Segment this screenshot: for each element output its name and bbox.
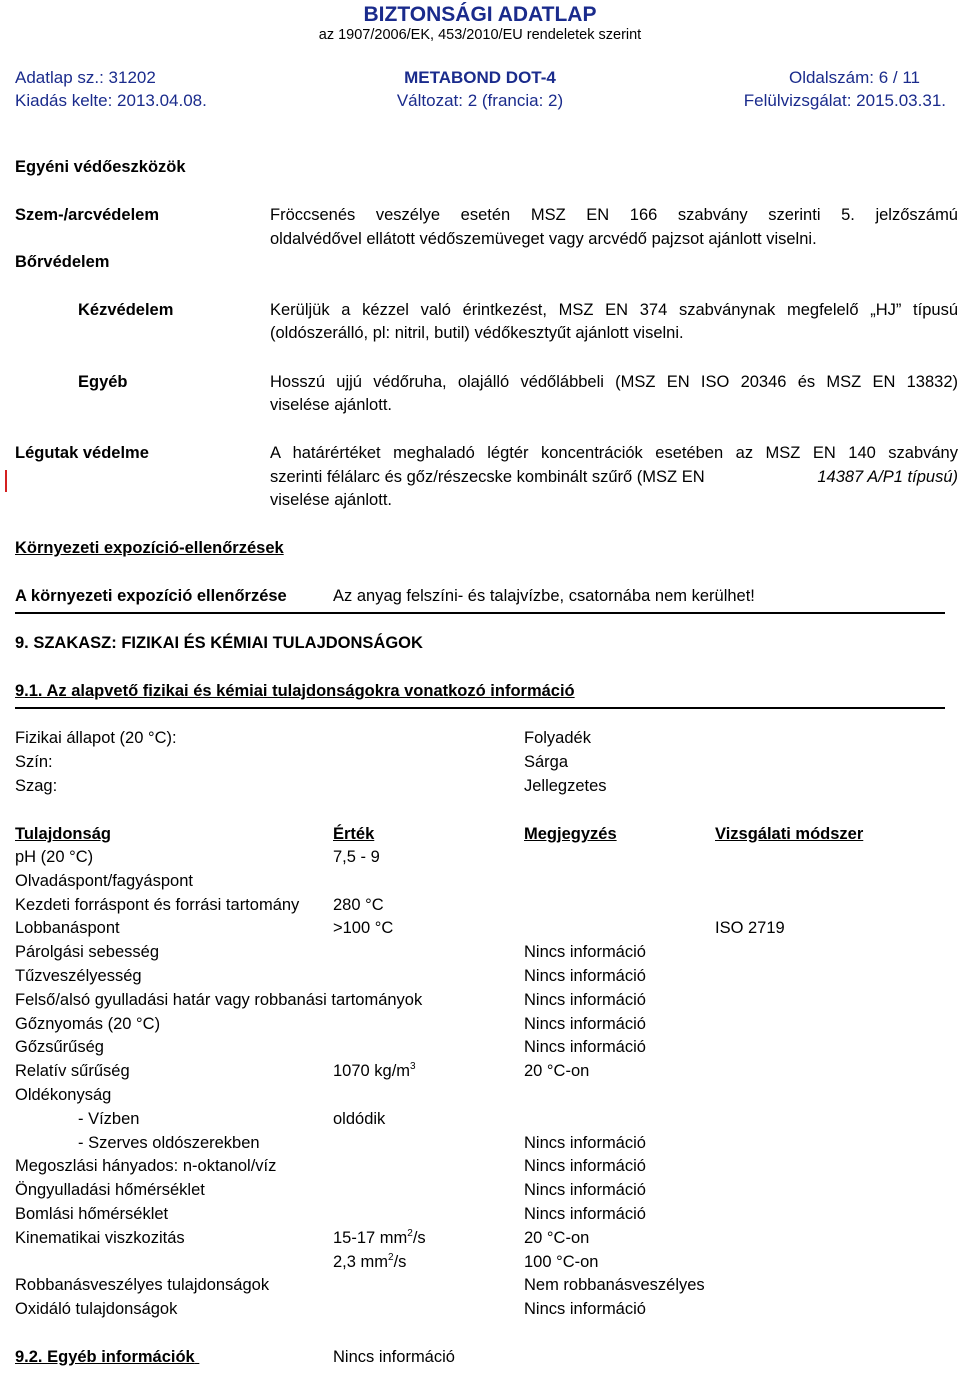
property-value	[333, 896, 384, 915]
section9-heading: 9. SZAKASZ: FIZIKAI ÉS KÉMIAI TULAJDONSÁGOK	[15, 634, 423, 652]
basic-property-label: Szín:	[15, 753, 53, 771]
property-remark: Nincs információ	[524, 1181, 646, 1199]
property-name: Tűzveszélyesség	[15, 967, 142, 985]
other-protection-text-line1: Hosszú ujjú védőruha, olajálló védőlábbeli (MSZ EN ISO 20346 és MSZ EN 13832)	[270, 373, 958, 391]
respiratory-protection-text-line2	[270, 468, 958, 487]
property-name: - Szerves oldószerekben	[78, 1134, 260, 1152]
property-name: pH (20 °C)	[15, 848, 94, 866]
document-title: BIZTONSÁGI ADATLAP	[363, 3, 597, 26]
env-exposure-heading: Környezeti expozíció-ellenőrzések	[15, 539, 284, 557]
eye-protection-text-line2: oldalvédővel ellátott védőszemüveget vagy arcvédő pajzsot ajánlott viselni.	[270, 230, 817, 248]
column-header-test-method: Vizsgálati módszer	[715, 825, 864, 843]
property-name: Relatív sűrűség	[15, 1062, 130, 1080]
property-name: Megoszlási hányados: n-oktanol/víz	[15, 1157, 277, 1175]
revision-marker	[5, 470, 7, 492]
property-remark: Nem robbanásveszélyes	[524, 1276, 705, 1294]
divider-line	[15, 707, 945, 709]
property-remark: 20 °C-on	[524, 1062, 590, 1080]
other-protection-text-line2: viselése ajánlott.	[270, 396, 392, 414]
property-name: Párolgási sebesség	[15, 943, 160, 961]
property-name: Kinematikai viszkozitás	[15, 1229, 185, 1247]
respiratory-protection-text-line3: viselése ajánlott.	[270, 491, 392, 509]
respiratory-text-part: szerinti félálarc és gőz/részecske kombinált szűrő (MSZ EN	[270, 468, 705, 486]
property-remark: Nincs információ	[524, 991, 646, 1009]
property-value-text: 2,3 mm	[333, 1253, 389, 1271]
section92-value: Nincs információ	[333, 1348, 455, 1366]
hand-protection-text-line2: (oldószerálló, pl: nitril, butil) védőkesztyűt ajánlott viselni.	[270, 324, 684, 342]
env-exposure-label: A környezeti expozíció ellenőrzése	[15, 587, 287, 605]
column-header-property: Tulajdonság	[15, 825, 111, 843]
column-header-value: Érték	[333, 825, 375, 843]
property-remark: Nincs információ	[524, 1205, 646, 1223]
product-name: METABOND DOT-4	[404, 68, 556, 87]
property-value-text: oldódik	[333, 1110, 386, 1128]
basic-property-value: Folyadék	[524, 729, 591, 747]
property-value-text: 15-17 mm	[333, 1229, 408, 1247]
document-subtitle: az 1907/2006/EK, 453/2010/EU rendeletek szerint	[318, 27, 642, 43]
revision-date: Felülvizsgálat: 2015.03.31.	[743, 91, 946, 110]
page-number: Oldalszám: 6 / 11	[788, 68, 920, 87]
property-value	[333, 1110, 385, 1129]
hand-protection-text-line1: Kerüljük a kézzel való érintkezést, MSZ EN 374 szabványnak megfelelő „HJ” típusú	[270, 301, 958, 319]
property-remark: Nincs információ	[524, 967, 646, 985]
unit-exponent: 3	[410, 1060, 416, 1072]
column-header-remark: Megjegyzés	[524, 825, 617, 843]
eye-protection-text-line1: Fröccsenés veszélye esetén MSZ EN 166 szabvány szerinti 5. jelzőszámú	[270, 206, 958, 224]
property-name: - Vízben	[78, 1110, 140, 1128]
property-value-text: 1070 kg/m	[333, 1062, 411, 1080]
property-remark: Nincs információ	[524, 1134, 646, 1152]
divider-line	[15, 612, 945, 614]
respiratory-protection-text-line1: A határértéket meghaladó légtér koncentrációk esetében az MSZ EN 140 szabvány	[270, 444, 958, 462]
property-name: Öngyulladási hőmérséklet	[15, 1181, 205, 1199]
unit-suffix: /s	[412, 1229, 426, 1247]
property-value-text: 280 °C	[333, 896, 384, 914]
basic-property-value: Sárga	[524, 753, 569, 771]
property-name: Lobbanáspont	[15, 919, 120, 937]
property-remark: 100 °C-on	[524, 1253, 599, 1271]
sheet-number: Adatlap sz.: 31202	[15, 68, 156, 87]
basic-property-label: Fizikai állapot (20 °C):	[15, 729, 177, 747]
basic-property-label: Szag:	[15, 777, 58, 795]
property-remark: Nincs információ	[524, 1015, 646, 1033]
unit-exponent: 2	[407, 1227, 413, 1239]
version: Változat: 2 (francia: 2)	[396, 91, 564, 110]
eye-protection-label: Szem-/arcvédelem	[15, 206, 159, 224]
property-name: Robbanásveszélyes tulajdonságok	[15, 1276, 270, 1294]
hand-protection-label: Kézvédelem	[78, 301, 174, 319]
property-remark: Nincs információ	[524, 1157, 646, 1175]
unit-exponent: 2	[388, 1251, 394, 1263]
respiratory-protection-label: Légutak védelme	[15, 444, 149, 462]
property-remark: Nincs információ	[524, 1038, 646, 1056]
property-value	[333, 1253, 406, 1272]
env-exposure-text: Az anyag felszíni- és talajvízbe, csatornába nem kerülhet!	[333, 587, 755, 605]
property-name: Kezdeti forráspont és forrási tartomány	[15, 896, 300, 914]
section92-label: 9.2. Egyéb információk	[15, 1348, 195, 1366]
section92-heading	[15, 1348, 199, 1367]
property-value	[333, 1229, 426, 1248]
property-remark: 20 °C-on	[524, 1229, 590, 1247]
property-remark: Nincs információ	[524, 943, 646, 961]
property-name: Oxidáló tulajdonságok	[15, 1300, 178, 1318]
basic-property-value: Jellegzetes	[524, 777, 607, 795]
property-name: Olvadáspont/fagyáspont	[15, 872, 193, 890]
property-name: Oldékonyság	[15, 1086, 112, 1104]
section91-heading: 9.1. Az alapvető fizikai és kémiai tulajdonságokra vonatkozó információ	[15, 682, 575, 700]
property-value	[333, 919, 393, 938]
property-name: Felső/alsó gyulladási határ vagy robbanási tartományok	[15, 991, 423, 1009]
property-name: Gőznyomás (20 °C)	[15, 1015, 161, 1033]
property-test-method: ISO 2719	[715, 919, 785, 937]
respiratory-filter-type: 14387 A/P1 típusú)	[817, 468, 958, 486]
other-protection-label: Egyéb	[78, 373, 128, 391]
property-name: Bomlási hőmérséklet	[15, 1205, 169, 1223]
unit-suffix: /s	[393, 1253, 407, 1271]
property-value	[333, 1062, 416, 1081]
skin-protection-label: Bőrvédelem	[15, 253, 110, 271]
property-name: Gőzsűrűség	[15, 1038, 104, 1056]
property-value-text: >100 °C	[333, 919, 394, 937]
property-value	[333, 848, 380, 867]
ppe-heading: Egyéni védőeszközök	[15, 158, 186, 176]
property-remark: Nincs információ	[524, 1300, 646, 1318]
issue-date: Kiadás kelte: 2013.04.08.	[15, 91, 207, 110]
property-value-text: 7,5 - 9	[333, 848, 380, 866]
